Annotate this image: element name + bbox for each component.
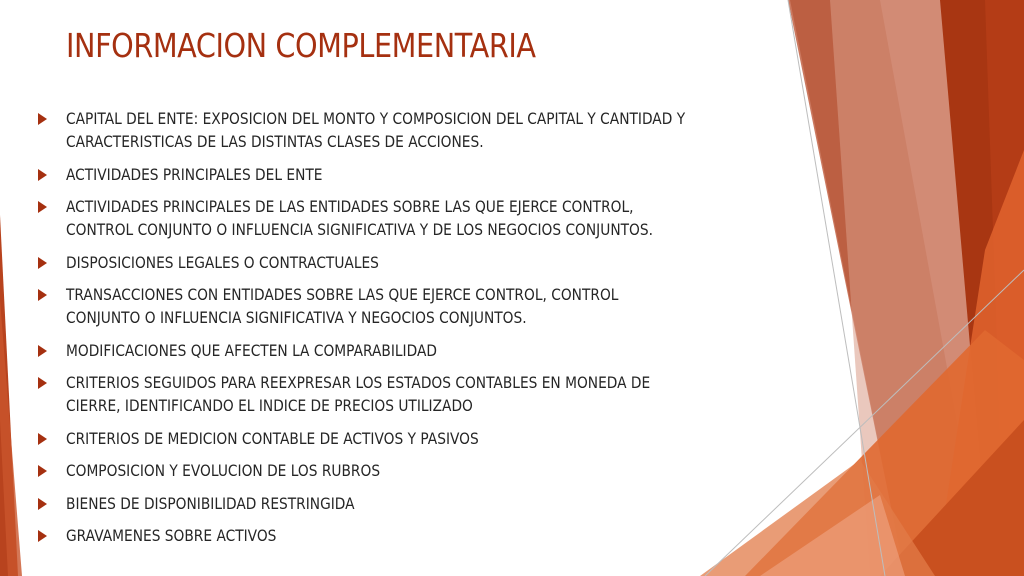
list-item-text: GRAVAMENES SOBRE ACTIVOS xyxy=(66,526,277,545)
list-item-text: CRITERIOS DE MEDICION CONTABLE DE ACTIVOS Y PASIVOS xyxy=(66,428,479,448)
triangle-right-icon xyxy=(38,169,47,181)
list-item xyxy=(38,283,828,329)
list-item-text: CRITERIOS SEGUIDOS PARA REEXPRESAR LOS ESTADOS CONTABLES EN MONEDA DE CIERRE, IDENTIFICANDO EL INDICE DE PRECIOS UTILIZADO xyxy=(66,373,651,415)
list-item xyxy=(38,492,828,515)
list-item xyxy=(38,251,828,274)
triangle-right-icon xyxy=(38,465,47,477)
list-item-text: ACTIVIDADES PRINCIPALES DE LAS ENTIDADES SOBRE LAS QUE EJERCE CONTROL, CONTROL CONJUNTO O INFLUENCIA SIGNIFICATIVA Y DE LOS NEGOCIOS CONJUNTOS. xyxy=(66,197,653,239)
list-item-text: TRANSACCIONES CON ENTIDADES SOBRE LAS QUE EJERCE CONTROL, CONTROL CONJUNTO O INFLUENCIA SIGNIFICATIVA Y NEGOCIOS CONJUNTOS. xyxy=(66,285,619,327)
triangle-right-icon xyxy=(38,257,47,269)
list-item xyxy=(38,427,828,450)
triangle-right-icon xyxy=(38,530,47,542)
triangle-right-icon xyxy=(38,113,47,125)
list-item xyxy=(38,107,828,153)
list-item xyxy=(38,459,828,482)
bullet-list xyxy=(38,107,828,557)
list-item xyxy=(38,371,828,417)
triangle-right-icon xyxy=(38,377,47,389)
list-item xyxy=(38,163,828,186)
list-item-text: CAPITAL DEL ENTE: EXPOSICION DEL MONTO Y COMPOSICION DEL CAPITAL Y CANTIDAD Y CARACTERISTICAS DE LAS DISTINTAS CLASES DE ACCIONES. xyxy=(66,109,686,151)
triangle-right-icon xyxy=(38,289,47,301)
triangle-right-icon xyxy=(38,201,47,213)
triangle-right-icon xyxy=(38,433,47,445)
list-item-text: MODIFICACIONES QUE AFECTEN LA COMPARABILIDAD xyxy=(66,340,437,360)
slide-title: INFORMACION COMPLEMENTARIA xyxy=(66,26,536,65)
list-item xyxy=(38,524,828,547)
list-item-text: ACTIVIDADES PRINCIPALES DEL ENTE xyxy=(66,164,323,184)
triangle-right-icon xyxy=(38,498,47,510)
list-item-text: BIENES DE DISPONIBILIDAD RESTRINGIDA xyxy=(66,493,355,513)
list-item xyxy=(38,195,828,241)
list-item-text: DISPOSICIONES LEGALES O CONTRACTUALES xyxy=(66,252,379,272)
list-item-text: COMPOSICION Y EVOLUCION DE LOS RUBROS xyxy=(66,461,381,480)
list-item xyxy=(38,339,828,362)
triangle-right-icon xyxy=(38,345,47,357)
